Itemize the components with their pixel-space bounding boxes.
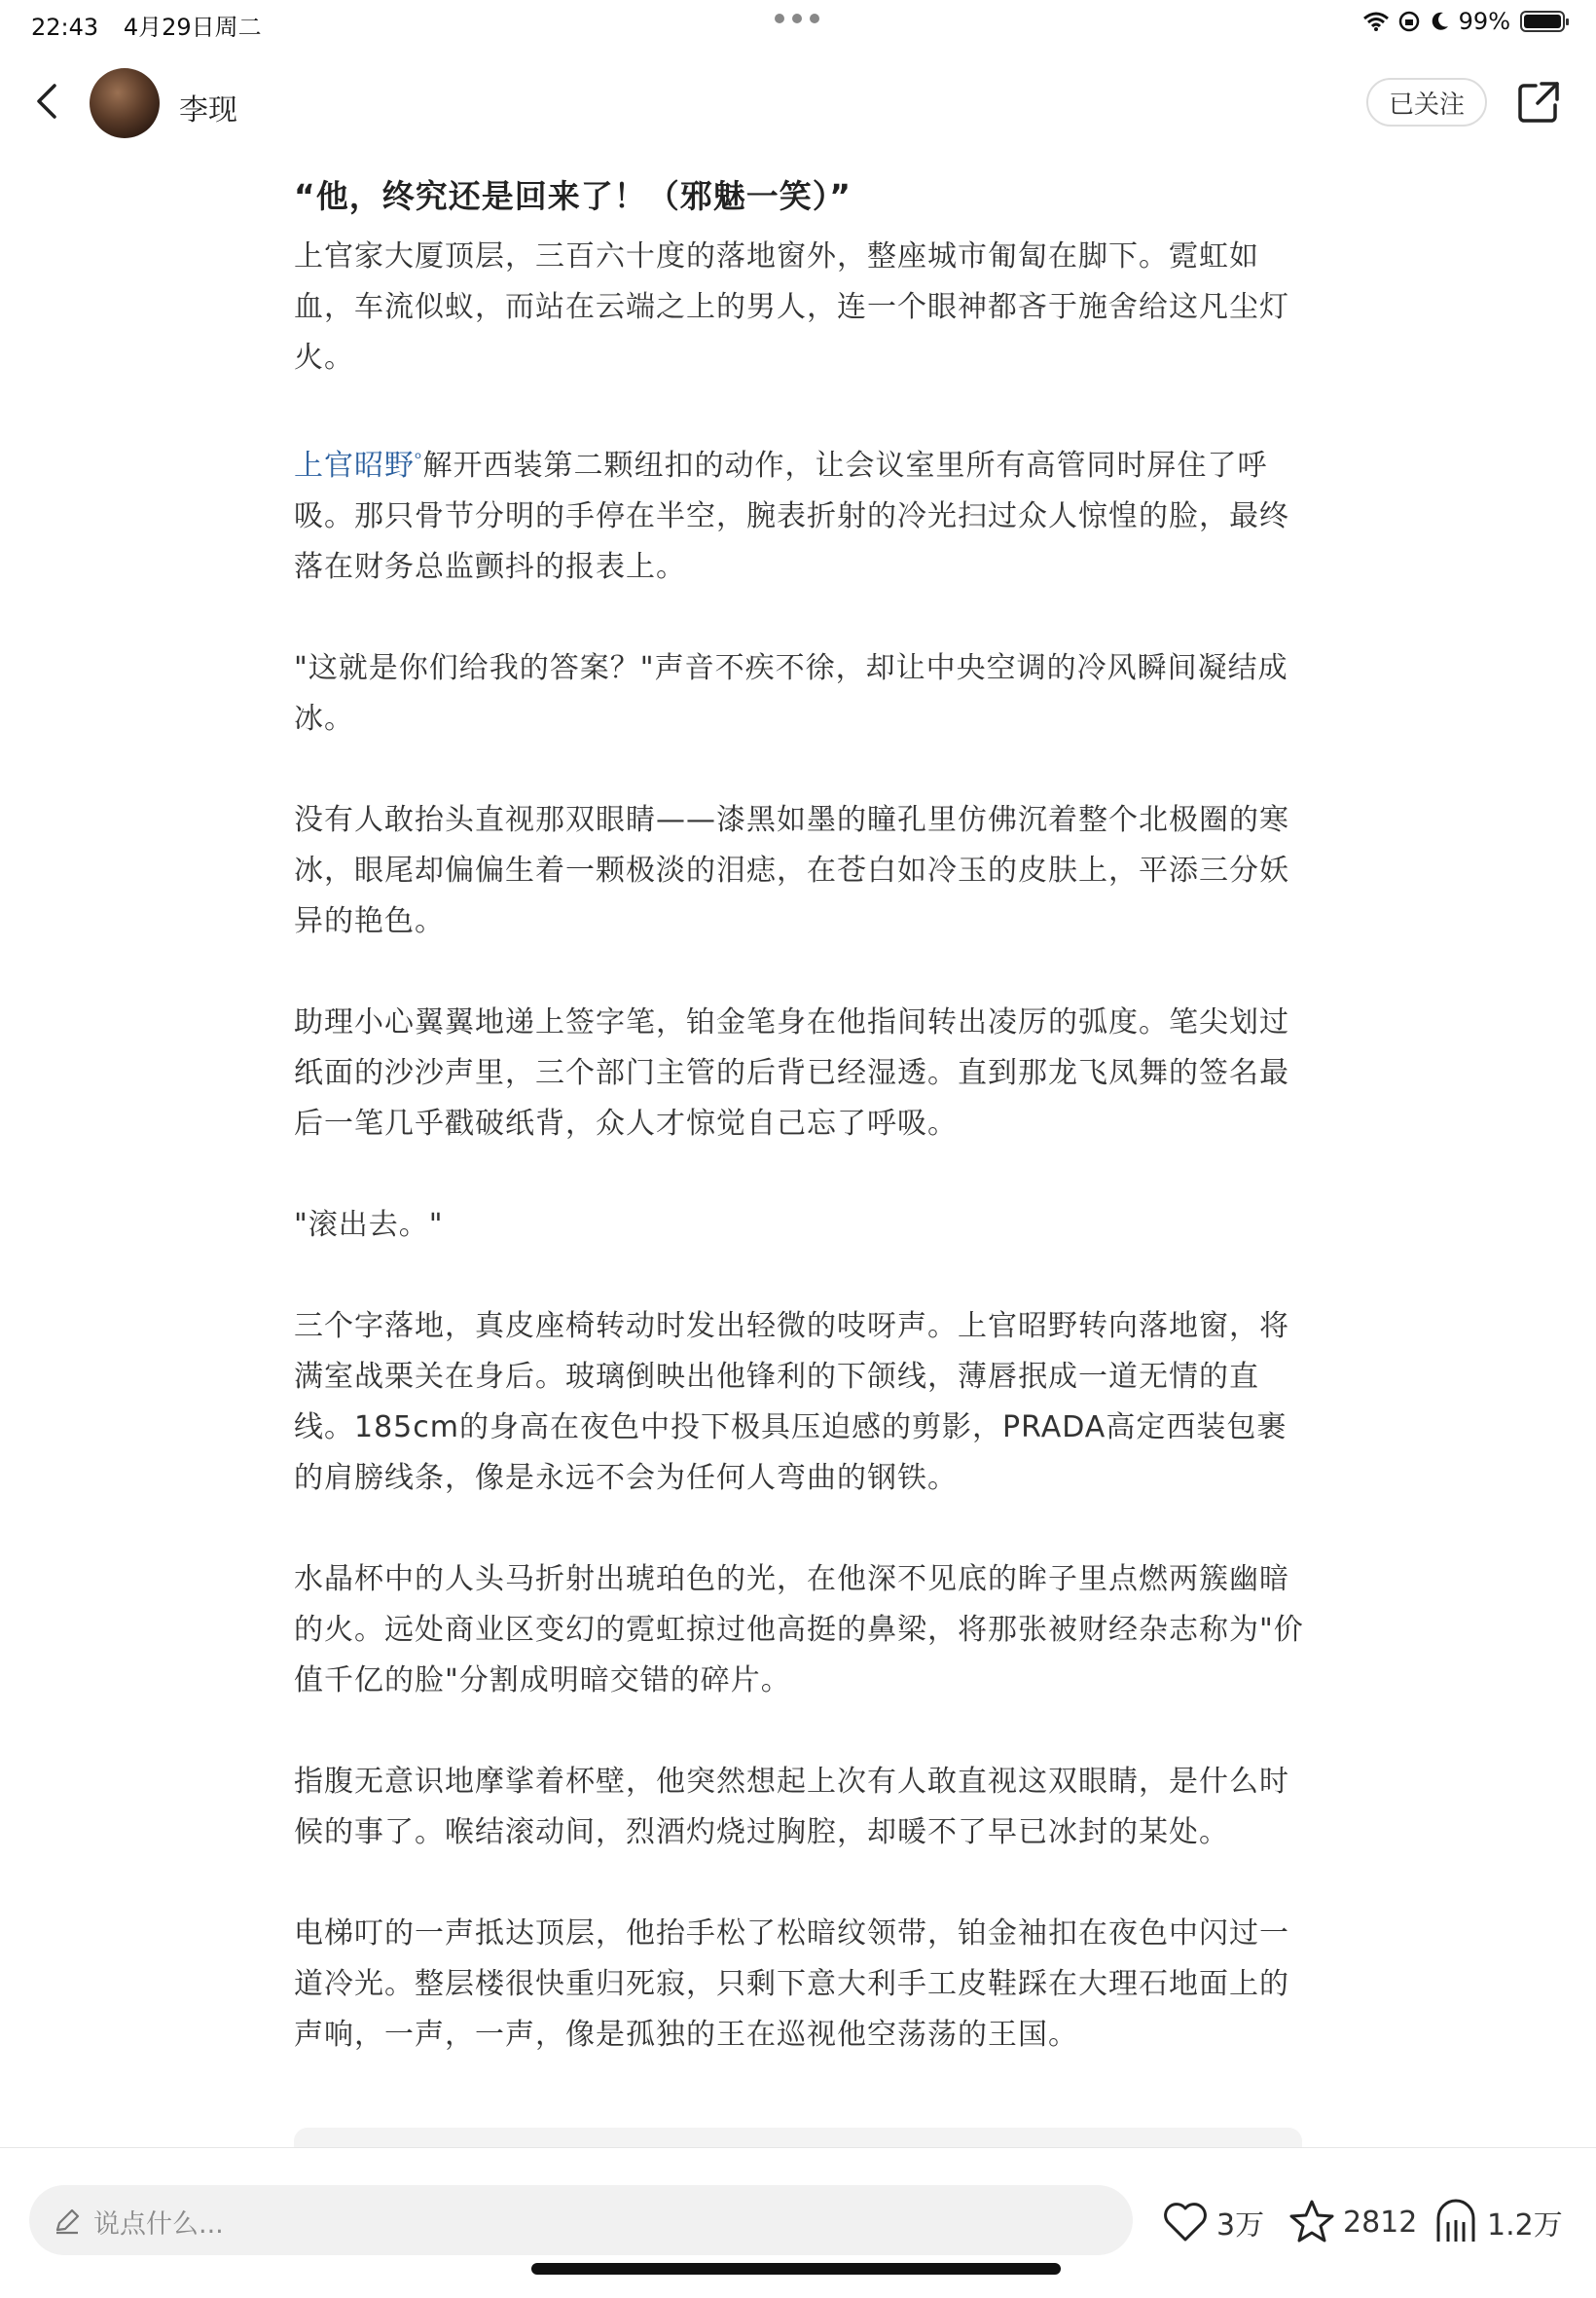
battery-percent: 99% bbox=[1458, 8, 1510, 35]
paragraph: 助理小心翼翼地递上签字笔，铂金笔身在他指间转出凌厉的弧度。笔尖划过纸面的沙沙声里，三个部门主管的后背已经湿透。直到那龙飞凤舞的签名最后一笔几乎戳破纸背，众人才惊觉自己忘了呼吸。 bbox=[294, 1005, 1289, 1141]
moon-icon bbox=[1430, 11, 1449, 32]
back-icon[interactable] bbox=[29, 80, 68, 123]
share-icon[interactable] bbox=[1516, 80, 1561, 125]
paragraph: 电梯叮的一声抵达顶层，他抬手松了松暗纹领带，铂金袖扣在夜色中闪过一道冷光。整层楼很快重归死寂，只剩下意大利手工皮鞋踩在大理石地面上的声响，一声，一声，像是孤独的王在巡视他空荡荡的王国。 bbox=[294, 1916, 1289, 2052]
wifi-icon bbox=[1363, 12, 1389, 31]
follow-button[interactable]: 已关注 bbox=[1366, 78, 1487, 127]
favorite-button[interactable] bbox=[1287, 2197, 1417, 2247]
status-time: 22:43 bbox=[31, 14, 99, 41]
comment-input[interactable] bbox=[29, 2185, 1133, 2255]
post-header bbox=[0, 58, 1596, 146]
status-time-date bbox=[31, 8, 262, 42]
paragraph: 没有人敢抬头直视那双眼睛——漆黑如墨的瞳孔里仿佛沉着整个北极圈的寒冰，眼尾却偏偏生着一颗极淡的泪痣，在苍白如冷玉的皮肤上，平添三分妖异的艳色。 bbox=[294, 803, 1289, 938]
home-indicator[interactable] bbox=[531, 2263, 1061, 2275]
lock-rotation-icon bbox=[1398, 11, 1420, 32]
paragraph: "这就是你们给我的答案？"声音不疾不徐，却让中央空调的冷风瞬间凝结成冰。 bbox=[294, 651, 1288, 736]
battery-icon bbox=[1520, 11, 1565, 32]
name-link-text[interactable]: 上官昭野 bbox=[294, 449, 415, 483]
paragraph: 上官家大厦顶层，三百六十度的落地窗外，整座城市匍匐在脚下。霓虹如血，车流似蚁，而站在云端之上的男人，连一个眼神都吝于施舍给这凡尘灯火。 bbox=[294, 239, 1289, 375]
repost-button[interactable] bbox=[1431, 2197, 1563, 2247]
paragraph-text: 解开西装第二颗纽扣的动作，让会议室里所有高管同时屏住了呼吸。那只骨节分明的手停在半空，腕表折射的冷光扫过众人惊惶的脸，最终落在财务总监颤抖的报表上。 bbox=[294, 449, 1289, 584]
paragraph: 三个字落地，真皮座椅转动时发出轻微的吱呀声。上官昭野转向落地窗，将满室战栗关在身后。玻璃倒映出他锋利的下颌线，薄唇抿成一道无情的直线。185cm的身高在夜色中投下极具压迫感的剪影，PRADA高定西装包裹的肩膀线条，像是永远不会为任何人弯曲的钢铁。 bbox=[294, 1309, 1289, 1495]
article-body bbox=[294, 171, 1306, 2111]
like-count: 3万 bbox=[1216, 2208, 1265, 2243]
repost-count: 1.2万 bbox=[1487, 2208, 1563, 2243]
repost-icon bbox=[1431, 2197, 1481, 2247]
favorite-count: 2812 bbox=[1343, 2205, 1418, 2240]
comment-placeholder: 说点什么... bbox=[93, 2209, 224, 2240]
username[interactable]: 李现 bbox=[179, 93, 237, 128]
paragraph bbox=[294, 434, 1306, 593]
multitask-dots-icon[interactable] bbox=[775, 14, 819, 23]
pen-icon bbox=[53, 2207, 82, 2236]
paragraph: 指腹无意识地摩挲着杯壁，他突然想起上次有人敢直视这双眼睛，是什么时候的事了。喉结滚动间，烈酒灼烧过胸腔，却暖不了早已冰封的某处。 bbox=[294, 1765, 1289, 1849]
status-date: 4月29日周二 bbox=[123, 14, 262, 41]
heart-icon bbox=[1160, 2197, 1211, 2247]
status-bar bbox=[0, 0, 1596, 45]
article-title: “他，终究还是回来了！（邪魅一笑）” bbox=[294, 177, 852, 215]
like-button[interactable] bbox=[1160, 2197, 1264, 2247]
paragraph: 水晶杯中的人头马折射出琥珀色的光，在他深不见底的眸子里点燃两簇幽暗的火。远处商业区变幻的霓虹掠过他高挺的鼻梁，将那张被财经杂志称为"价值千亿的脸"分割成明暗交错的碎片。 bbox=[294, 1562, 1304, 1697]
star-icon bbox=[1287, 2197, 1337, 2247]
paragraph: "滚出去。" bbox=[294, 1208, 444, 1242]
link-icon: ᵒ bbox=[415, 449, 423, 469]
avatar[interactable] bbox=[90, 68, 160, 138]
status-indicators bbox=[1363, 8, 1565, 35]
bottom-action-bar bbox=[0, 2147, 1596, 2298]
name-link[interactable] bbox=[294, 449, 422, 483]
